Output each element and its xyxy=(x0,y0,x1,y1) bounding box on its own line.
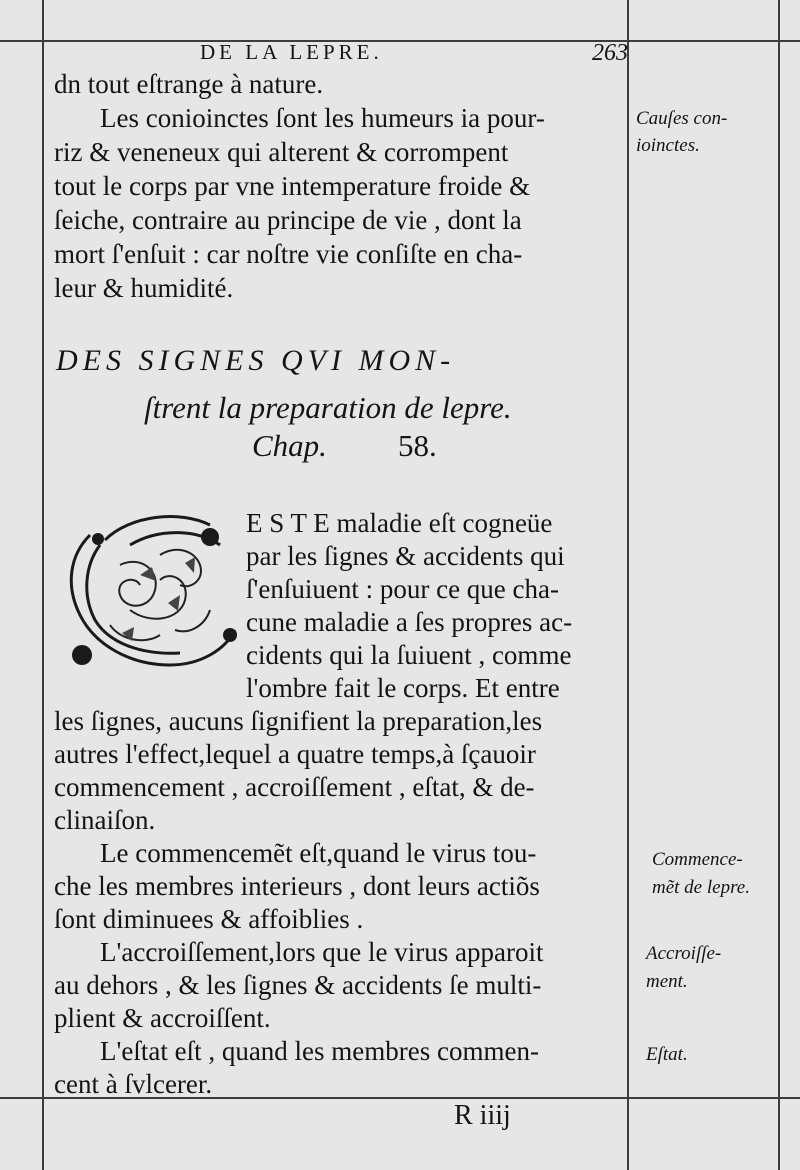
text-line: cent à ſvlcerer. xyxy=(54,1069,213,1099)
chapter-title-line2: ſtrent la preparation de lepre. xyxy=(144,390,512,425)
text-line: cune maladie a ſes propres ac- xyxy=(246,607,573,637)
text-line: plient & accroiſſent. xyxy=(54,1003,271,1033)
text-line: cidents qui la ſuiuent , comme xyxy=(246,640,572,670)
text-line: riz & veneneux qui alterent & corrompent xyxy=(54,137,509,167)
page-number: 263 xyxy=(592,40,628,66)
text-line: Le commencemẽt eſt,quand le virus tou- xyxy=(100,838,537,868)
text-line: clinaiſon. xyxy=(54,805,156,835)
signature-mark: R iiij xyxy=(454,1100,511,1131)
text-line: Les conioinctes ſont les humeurs ia pour- xyxy=(100,103,545,133)
text-line: L'eſtat eſt , quand les membres commen- xyxy=(100,1036,539,1066)
text-line: E S T E maladie eſt cogneüe xyxy=(246,508,553,538)
text-line: L'accroiſſement,lors que le virus apparoit xyxy=(100,937,544,967)
running-title: DE LA LEPRE. xyxy=(200,40,383,64)
text-line: par les ſignes & accidents qui xyxy=(246,541,565,571)
margin-note-line: mẽt de lepre. xyxy=(652,877,750,898)
text-line: ſeiche, contraire au principe de vie , dont la xyxy=(54,205,522,235)
margin-note-line: Cauſes con- xyxy=(636,108,728,129)
text-line: les ſignes, aucuns ſignifient la preparation,les xyxy=(54,706,543,736)
text-line: ſont diminuees & affoiblies . xyxy=(54,904,364,934)
margin-note-line: Accroiſſe- xyxy=(646,943,722,964)
text-line: mort ſ'enſuit : car noſtre vie conſiſte en cha- xyxy=(54,239,523,269)
text-line: commencement , accroiſſement , eſtat, & de- xyxy=(54,772,535,802)
text-line: au dehors , & les ſignes & accidents ſe multi- xyxy=(54,970,542,1000)
text-line: che les membres interieurs , dont leurs actiõs xyxy=(54,871,540,901)
margin-note-line: ment. xyxy=(646,971,688,992)
text-line: l'ombre fait le corps. Et entre xyxy=(246,673,560,703)
margin-note-line: Eſtat. xyxy=(646,1044,688,1065)
chapter-label: Chap. xyxy=(252,428,327,463)
margin-note-line: Commence- xyxy=(652,849,743,870)
chapter-number: 58. xyxy=(398,428,437,463)
margin-rule-left xyxy=(42,0,44,1170)
text-line: ſ'enſuiuent : pour ce que cha- xyxy=(246,574,559,604)
chapter-title-line1: DES SIGNES QVI MON- xyxy=(56,344,456,377)
text-line: dn tout eſtrange à nature. xyxy=(54,69,324,99)
text-line: leur & humidité. xyxy=(54,273,234,303)
ornamental-initial xyxy=(60,515,240,681)
margin-note-line: ioinctes. xyxy=(636,135,700,156)
text-line: autres l'effect,lequel a quatre temps,à ſçauoir xyxy=(54,739,536,769)
text-line: tout le corps par vne intemperature froide & xyxy=(54,171,531,201)
margin-rule-right xyxy=(778,0,780,1170)
running-header xyxy=(200,40,630,68)
margin-rule-inner xyxy=(627,0,629,1170)
